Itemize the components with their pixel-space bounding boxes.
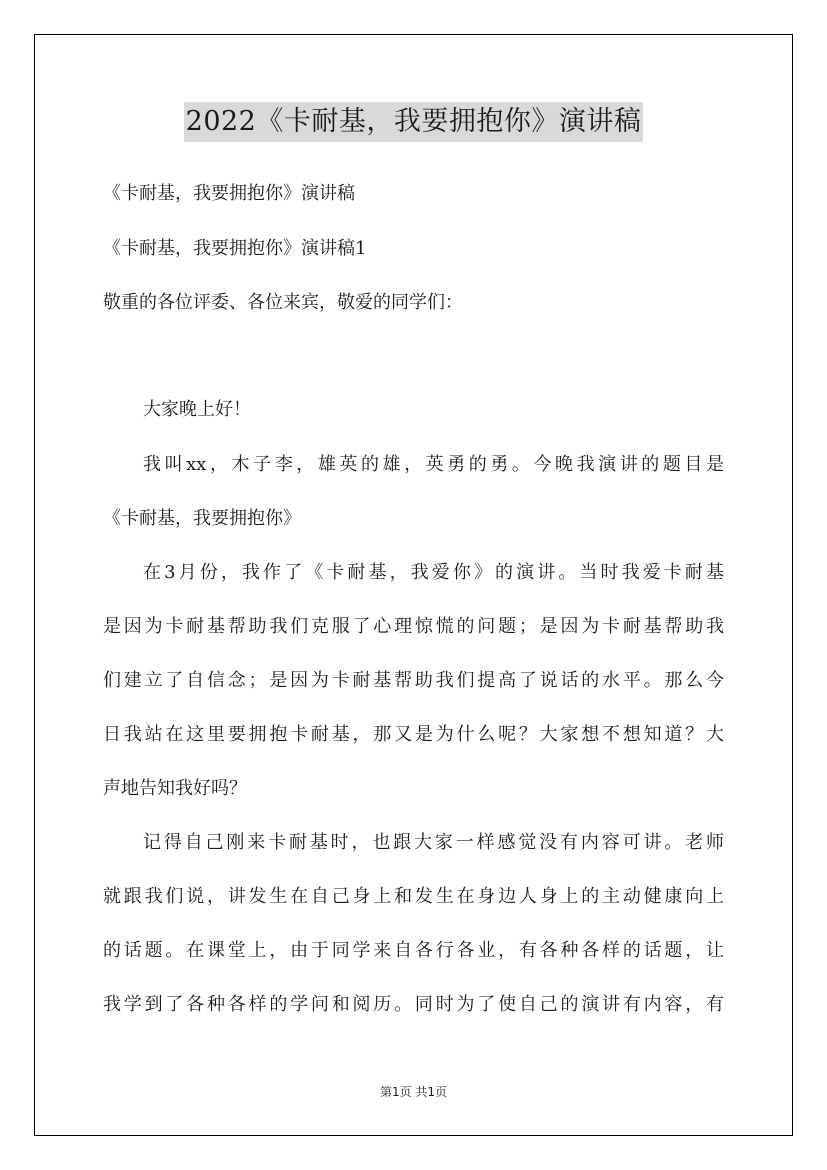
paragraph-line: 声地告知我好吗？ bbox=[103, 778, 247, 799]
subtitle-line: 《卡耐基，我要拥抱你》演讲稿 bbox=[103, 183, 355, 204]
paragraph-line: 记得自己刚来卡耐基时，也跟大家一样感觉没有内容可讲。老师 bbox=[143, 832, 724, 853]
paragraph-line: 我学到了各种各样的学问和阅历。同时为了使自己的演讲有内容，有 bbox=[103, 994, 724, 1015]
paragraph-line: 在3月份，我作了《卡耐基，我爱你》的演讲。当时我爱卡耐基 bbox=[143, 562, 724, 583]
page-footer: 第1页 共1页 bbox=[379, 1085, 448, 1099]
greeting: 大家晚上好！ bbox=[143, 399, 251, 420]
salutation: 敬重的各位评委、各位来宾，敬爱的同学们： bbox=[103, 292, 463, 313]
paragraph-line: 是因为卡耐基帮助我们克服了心理惊慌的问题；是因为卡耐基帮助我 bbox=[103, 616, 724, 637]
paragraph-line: 的话题。在课堂上，由于同学来自各行各业，有各种各样的话题，让 bbox=[103, 940, 724, 961]
paragraph-line: 我叫xx，木子李，雄英的雄，英勇的勇。今晚我演讲的题目是 bbox=[143, 454, 724, 475]
paragraph-line: 们建立了自信念；是因为卡耐基帮助我们提高了说话的水平。那么今 bbox=[103, 670, 724, 691]
paragraph-line: 日我站在这里要拥抱卡耐基，那又是为什么呢？大家想不想知道？大 bbox=[103, 724, 724, 745]
document-title bbox=[0, 102, 827, 142]
section-heading: 《卡耐基，我要拥抱你》演讲稿1 bbox=[103, 238, 367, 259]
paragraph-line: 《卡耐基，我要拥抱你》 bbox=[103, 508, 301, 529]
paragraph-line: 就跟我们说，讲发生在自己身上和发生在身边人身上的主动健康向上 bbox=[103, 886, 724, 907]
document-title-text: 2022《卡耐基，我要拥抱你》演讲稿 bbox=[184, 102, 644, 142]
